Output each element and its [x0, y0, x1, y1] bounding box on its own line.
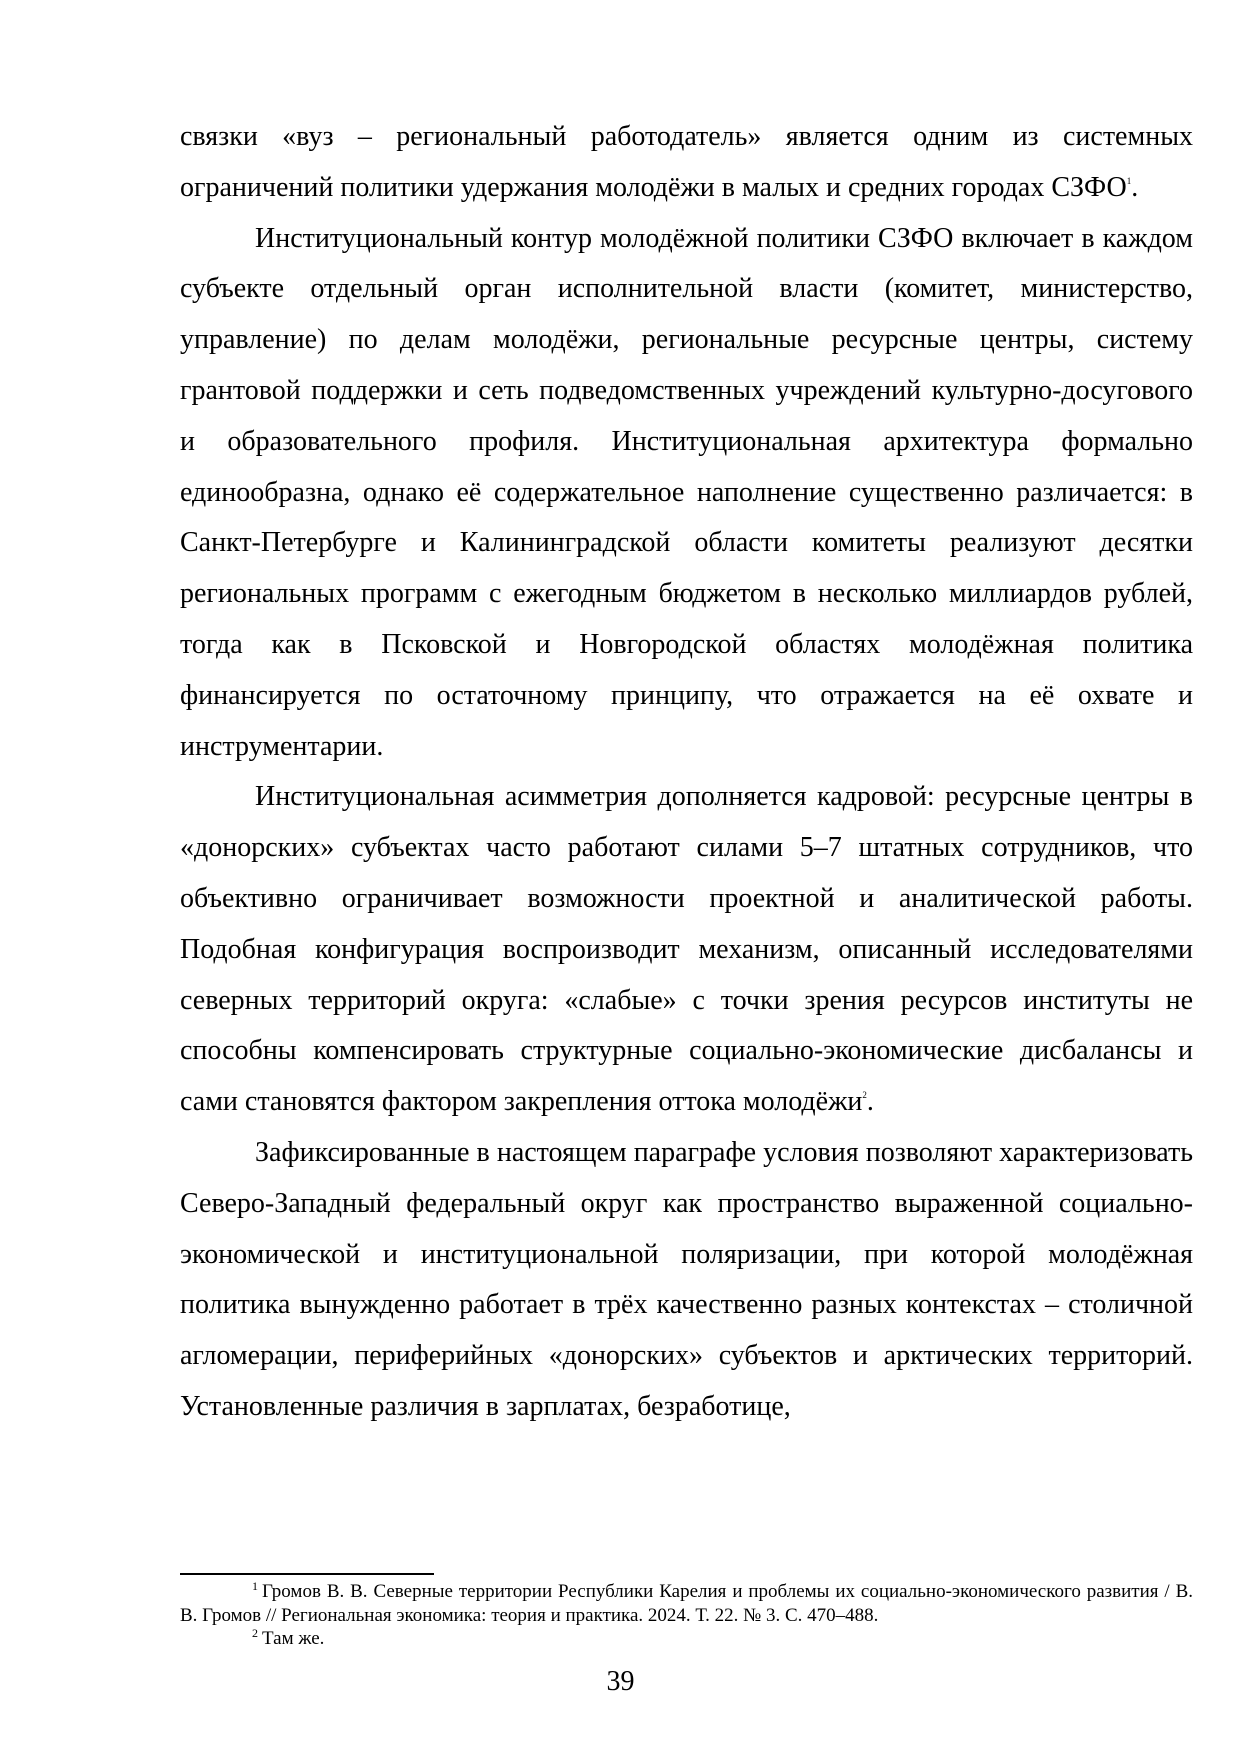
paragraph-2-text: Институциональный контур молодёжной политики СЗФО включает в каждом субъекте отдельный орган исполнительной власти (комитет, министерство, управление) по делам молодёжи, региональные ресурсные центры, систему грантовой поддержки и сеть подведомственных учреждений культурно-досугового и образовательного профиля. Институциональная архитектура формально единообразна, однако её содержательное наполнение существенно различается: в Санкт-Петербурге и Калининградской области комитеты реализуют десятки региональных программ с ежегодным бюджетом в несколько миллиардов рублей, тогда как в Псковской и Новгородской областях молодёжная политика финансируется по остаточному принципу, что отражается на её охвате и инструментарии.	[180, 222, 1193, 762]
paragraph-2	[180, 214, 1193, 773]
footnote-separator	[180, 1573, 434, 1575]
footnote-1-number: 1	[252, 1579, 258, 1593]
footnote-2-text: Там же.	[262, 1628, 325, 1649]
paragraph-1-tail: .	[1131, 171, 1139, 203]
body-text	[180, 112, 1193, 1433]
paragraph-3-tail: .	[866, 1086, 874, 1118]
footnote-ref-1[interactable]: 1	[1126, 175, 1132, 186]
footnote-ref-2[interactable]: 2	[862, 1090, 867, 1101]
paragraph-4	[180, 1128, 1193, 1433]
page-number: 39	[606, 1666, 635, 1697]
footnote-2	[180, 1627, 1193, 1651]
paragraph-1-text: связки «вуз – региональный работодатель» является одним из системных ограничений политики удержания молодёжи в малых и средних городах СЗФО	[180, 121, 1193, 203]
paragraph-3	[180, 772, 1193, 1128]
footnote-1-text: Громов В. В. Северные территории Республики Карелия и проблемы их социально-экономического развития / В. В. Громов // Региональная экономика: теория и практика. 2024. Т. 22. № 3. С. 470–488.	[180, 1581, 1193, 1626]
paragraph-4-text: Зафиксированные в настоящем параграфе условия позволяют характеризовать Северо-Западный федеральный округ как пространство выраженной социально-экономической и институциональной поляризации, при которой молодёжная политика вынужденно работает в трёх качественно разных контекстах – столичной агломерации, периферийных «донорских» субъектов и арктических территорий. Установленные различия в зарплатах, безработице,	[180, 1136, 1193, 1422]
footnotes	[180, 1580, 1193, 1651]
paragraph-1	[180, 112, 1193, 214]
footnote-2-number: 2	[252, 1626, 258, 1640]
paragraph-3-text: Институциональная асимметрия дополняется кадровой: ресурсные центры в «донорских» субъектах часто работают силами 5–7 штатных сотрудников, что объективно ограничивает возможности проектной и аналитической работы. Подобная конфигурация воспроизводит механизм, описанный исследователями северных территорий округа: «слабые» с точки зрения ресурсов институты не способны компенсировать структурные социально-экономические дисбалансы и сами становятся фактором закрепления оттока молодёжи	[180, 781, 1193, 1118]
footnote-1	[180, 1580, 1193, 1627]
